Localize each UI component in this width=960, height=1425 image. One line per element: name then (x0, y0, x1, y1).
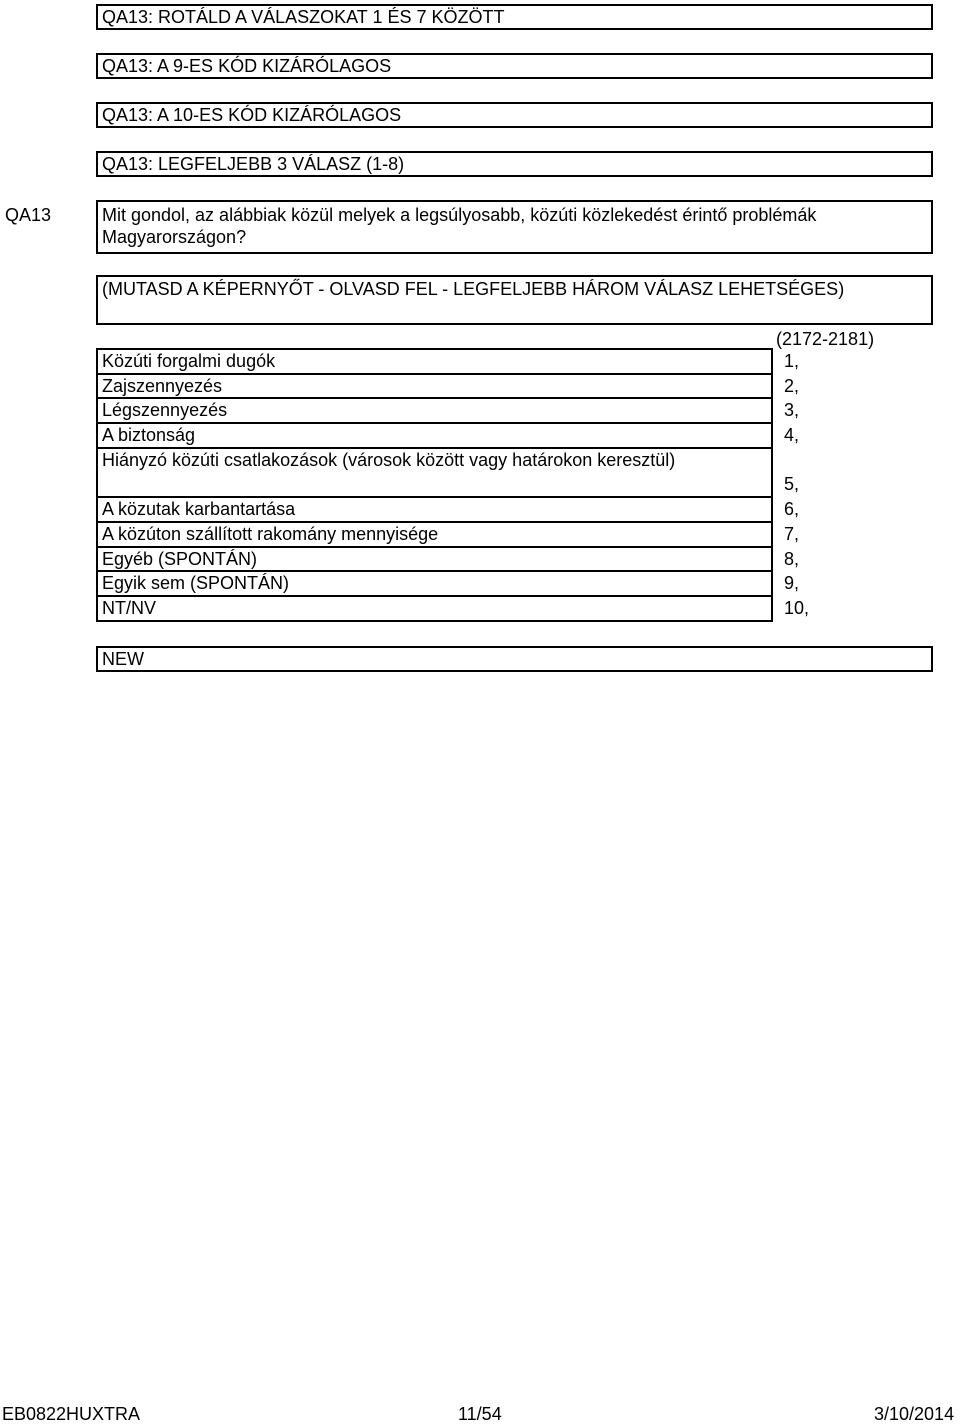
answer-code: 6, (784, 499, 800, 520)
answer-row (96, 548, 800, 573)
instruction-code-10-exclusive: QA13: A 10-ES KÓD KIZÁRÓLAGOS (96, 102, 933, 128)
answer-label: A közúton szállított rakomány mennyisége (102, 523, 439, 544)
show-card-instruction: (MUTASD A KÉPERNYŐT - OLVASD FEL - LEGFELJEBB HÁROM VÁLASZ LEHETSÉGES) (96, 275, 933, 325)
answer-code: 8, (784, 548, 800, 569)
answer-label: NT/NV (102, 597, 156, 618)
answer-row (96, 572, 800, 597)
answer-label: Egyik sem (SPONTÁN) (102, 573, 290, 594)
answer-code: 9, (784, 573, 800, 594)
answer-label: Egyéb (SPONTÁN) (102, 548, 258, 569)
answer-label: A biztonság (102, 425, 196, 446)
answer-code: 2, (784, 375, 800, 396)
answer-code: 4, (784, 425, 800, 446)
answer-list (96, 348, 810, 622)
footer-page-number: 11/54 (458, 1404, 502, 1424)
instruction-code-9-exclusive: QA13: A 9-ES KÓD KIZÁRÓLAGOS (96, 53, 933, 79)
answer-code: 3, (784, 400, 800, 421)
answer-label: A közutak karbantartása (102, 499, 296, 520)
footer-document-id: EB0822HUXTRA (2, 1404, 141, 1424)
answer-row (96, 449, 800, 498)
code-range: (2172-2181) (776, 329, 875, 349)
answer-label: Hiányzó közúti csatlakozások (városok között vagy határokon keresztül) (102, 449, 676, 470)
instruction-max-answers: QA13: LEGFELJEBB 3 VÁLASZ (1-8) (96, 151, 933, 177)
answer-code: 5, (784, 474, 800, 495)
footer-date: 3/10/2014 (874, 1404, 955, 1424)
answer-label: Légszennyezés (102, 400, 228, 421)
answer-row (96, 523, 800, 548)
answer-row (96, 597, 810, 622)
answer-label: Zajszennyezés (102, 375, 223, 396)
answer-row (96, 375, 800, 400)
answer-row (96, 424, 800, 449)
answer-row (96, 498, 800, 523)
instruction-rotate: QA13: ROTÁLD A VÁLASZOKAT 1 ÉS 7 KÖZÖTT (96, 4, 933, 30)
new-label: NEW (96, 646, 933, 672)
answer-code: 1, (784, 351, 800, 371)
answer-label: Közúti forgalmi dugók (102, 351, 276, 371)
question-code: QA13 (5, 205, 52, 225)
answer-row (96, 348, 800, 375)
answer-row (96, 399, 800, 424)
answer-code: 7, (784, 523, 800, 544)
answer-code: 10, (784, 597, 810, 618)
question-text: Mit gondol, az alábbiak közül melyek a legsúlyosabb, közúti közlekedést érintő problémák Magyarországon? (96, 200, 933, 254)
